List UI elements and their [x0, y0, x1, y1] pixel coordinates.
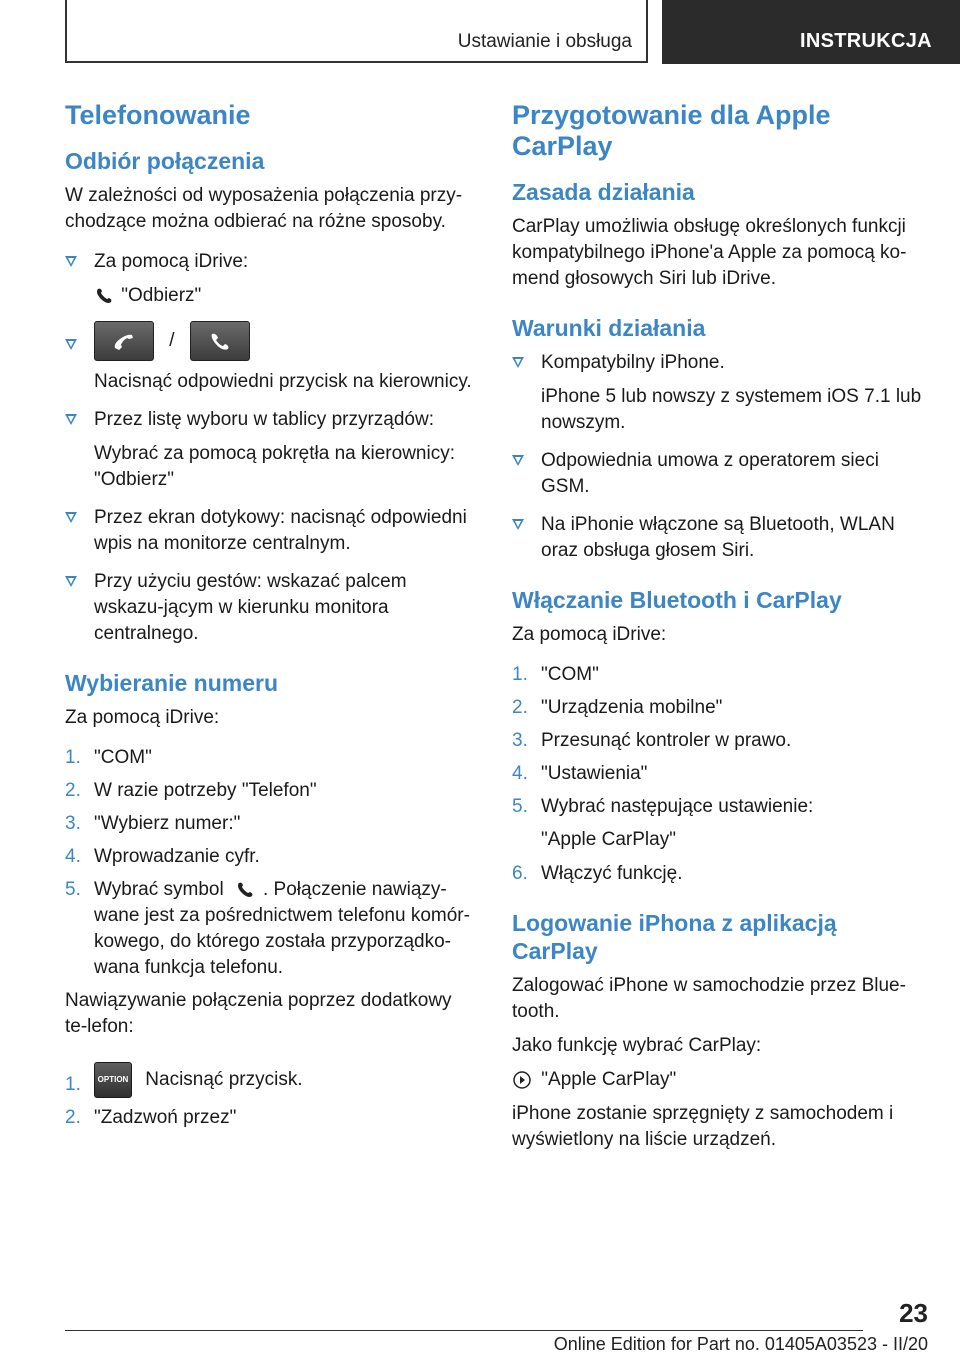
section-title-telefonowanie: Telefonowanie: [65, 100, 251, 130]
bullet-steering-buttons: [65, 321, 477, 361]
bullet-idrive-sub: "Odbierz": [65, 283, 477, 309]
bullet-triangle-icon: [65, 576, 77, 587]
bullet-selection-sub: Wybrać za pomocą pokrętła na kierownicy: "Odbierz": [94, 443, 455, 490]
bullet-steering-sub: Nacisnąć odpowiedni przycisk na kierownicy.: [94, 371, 472, 392]
dial-intro: Za pomocą iDrive:: [65, 707, 220, 728]
bullet-triangle-icon: [512, 519, 524, 530]
bullet-triangle-icon: [512, 455, 524, 466]
bullet-touchscreen: Przez ekran dotykowy: nacisnąć odpowiedni wpis na monitorze centralnym.: [65, 505, 477, 557]
login-text-1: Zalogować iPhone w samochodzie przez Blue-tooth.: [512, 975, 906, 1022]
bullet-gsm: Odpowiednia umowa z operatorem sieci GSM.: [512, 448, 928, 500]
header-tab[interactable]: [662, 0, 960, 64]
hangup-call-button-icon: [190, 321, 250, 361]
subsection-title-odbior: Odbiór połączenia: [65, 148, 265, 174]
subsection-title-logowanie: Logowanie iPhona z aplikacją CarPlay: [512, 910, 837, 964]
bullet-idrive: Za pomocą iDrive:: [65, 249, 477, 275]
list-item: 2. "Zadzwoń przez": [65, 1107, 237, 1128]
bullet-triangle-icon: [65, 512, 77, 523]
list-item: 5. Wybrać następujące ustawienie:: [512, 796, 814, 817]
header-tab-label: INSTRUKCJA: [800, 30, 932, 52]
subsection-title-zasada: Zasada działania: [512, 179, 695, 205]
list-item: 1. OPTION Nacisnąć przycisk.: [65, 1062, 477, 1098]
header-section-title: Ustawianie i obsługa: [457, 31, 632, 52]
principle-text: CarPlay umożliwia obsługę określonych funkcji kompatybilnego iPhone'a Apple za pomocą ko-mend głosowych Siri lub iDrive.: [512, 216, 907, 289]
dial-steps-list: [65, 745, 477, 981]
enable-intro: Za pomocą iDrive:: [512, 624, 667, 645]
list-item: 1. "COM": [512, 664, 599, 685]
bullet-bluetooth: Na iPhonie włączone są Bluetooth, WLAN oraz obsługa głosem Siri.: [512, 512, 928, 564]
left-column: [65, 100, 477, 1138]
section-title-carplay: Przygotowanie dla Apple CarPlay: [512, 100, 831, 161]
list-item: 4. "Ustawienia": [512, 763, 648, 784]
play-circle-icon: [512, 1070, 532, 1090]
bullet-compatible-sub: iPhone 5 lub nowszy z systemem iOS 7.1 lub nowszym.: [541, 386, 922, 433]
enable-steps-list: [512, 662, 928, 887]
bullet-triangle-icon: [65, 414, 77, 425]
login-text-4: iPhone zostanie sprzęgnięty z samochodem i wyświetlony na liście urządzeń.: [512, 1103, 894, 1150]
list-item: 3. "Wybierz numer:": [65, 813, 241, 834]
button-separator: /: [169, 330, 175, 352]
extra-phone-text: Nawiązywanie połączenia poprzez dodatkowy te-lefon:: [65, 990, 452, 1037]
login-text-3: "Apple CarPlay": [512, 1067, 928, 1093]
footer-divider: [65, 1330, 863, 1331]
list-item: 3. Przesunąć kontroler w prawo.: [512, 730, 792, 751]
list-item: 4. Wprowadzanie cyfr.: [65, 846, 260, 867]
bullet-triangle-icon: [65, 339, 77, 350]
header-box: [65, 0, 648, 63]
login-text-2: Jako funkcję wybrać CarPlay:: [512, 1035, 762, 1056]
subsection-title-warunki: Warunki działania: [512, 315, 706, 341]
subsection-title-wybieranie: Wybieranie numeru: [65, 670, 279, 696]
page-number: 23: [899, 1298, 928, 1328]
list-item: 1. "COM": [65, 747, 152, 768]
footer-edition: Online Edition for Part no. 01405A03523 - II/20: [553, 1334, 928, 1354]
list-item: 6. Włączyć funkcję.: [512, 863, 683, 884]
step-5-sub: "Apple CarPlay": [541, 829, 676, 850]
subsection-title-wlaczanie: Włączanie Bluetooth i CarPlay: [512, 587, 842, 613]
bullet-compatible-iphone: Kompatybilny iPhone.: [512, 350, 928, 376]
option-button-icon: OPTION: [94, 1062, 132, 1098]
list-item: 2. "Urządzenia mobilne": [512, 697, 723, 718]
list-item: 5. Wybrać symbol . Połączenie nawiązy-wane jest za pośrednictwem telefonu komór-kowego, do którego została przyporządko-wana funkcja telefonu.: [65, 879, 470, 978]
phone-handset-icon: [233, 880, 259, 900]
bullet-triangle-icon: [512, 357, 524, 368]
answer-intro: W zależności od wyposażenia połączenia przy-chodzące można odbierać na różne sposoby.: [65, 185, 463, 232]
bullet-gestures: Przy użyciu gestów: wskazać palcem wskazu-jącym w kierunku monitora centralnego.: [65, 569, 477, 647]
right-column: [512, 100, 928, 1161]
bullet-selection-list: Przez listę wyboru w tablicy przyrządów:: [65, 407, 477, 433]
bullet-triangle-icon: [65, 256, 77, 267]
answer-call-button-icon: [94, 321, 154, 361]
phone-handset-icon: [94, 286, 116, 306]
list-item: 2. W razie potrzeby "Telefon": [65, 780, 317, 801]
